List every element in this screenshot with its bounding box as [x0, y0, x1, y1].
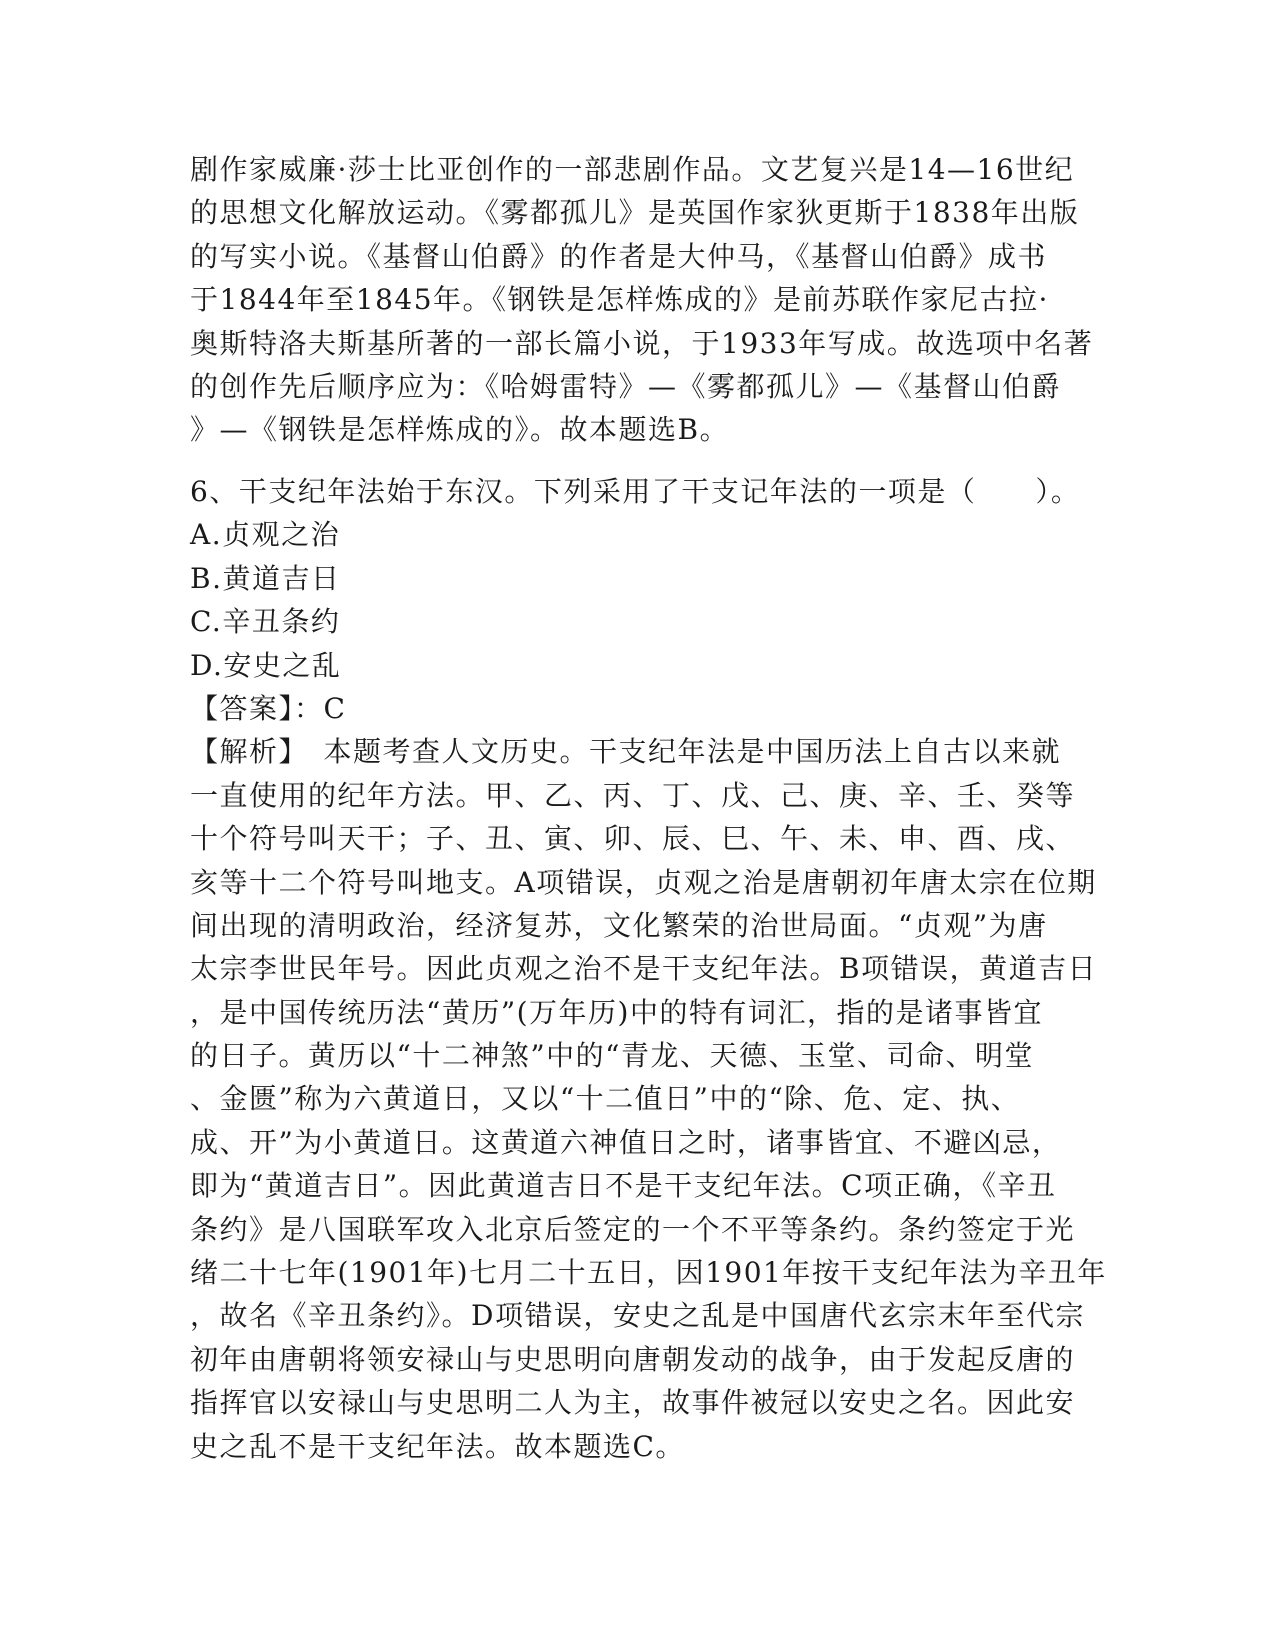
analysis-line: 亥等十二个符号叫地支。A项错误，贞观之治是唐朝初年唐太宗在位期: [190, 865, 1097, 899]
explanation-line: 的创作先后顺序应为：《哈姆雷特》—《雾都孤儿》—《基督山伯爵: [190, 369, 1062, 403]
analysis-line: 史之乱不是干支纪年法。故本题选C。: [190, 1429, 685, 1463]
answer-line: 【答案】：C: [190, 691, 347, 725]
explanation-line: 剧作家威廉·莎士比亚创作的一部悲剧作品。文艺复兴是14—16世纪: [190, 153, 1075, 186]
analysis-line: 条约》是八国联军攻入北京后签定的一个不平等条约。条约签定于光: [190, 1212, 1076, 1246]
analysis-line: ，故名《辛丑条约》。D项错误，安史之乱是中国唐代玄宗末年至代宗: [190, 1299, 1085, 1333]
explanation-line: 的思想文化解放运动。《雾都孤儿》是英国作家狄更斯于1838年出版: [190, 196, 1080, 230]
option-a: A.贞观之治: [190, 518, 341, 552]
question-stem: 6、干支纪年法始于东汉。下列采用了干支记年法的一项是（ ）。: [190, 475, 1081, 508]
question-block: [190, 470, 1107, 1468]
analysis-line: 间出现的清明政治，经济复苏，文化繁荣的治世局面。“贞观”为唐: [190, 908, 1048, 942]
analysis-line: 、金匮”称为六黄道日，又以“十二值日”中的“除、危、定、执、: [190, 1082, 1021, 1116]
analysis-line: 指挥官以安禄山与史思明二人为主，故事件被冠以安史之名。因此安: [190, 1386, 1076, 1420]
option-b: B.黄道吉日: [190, 561, 341, 595]
analysis-line: 即为“黄道吉日”。因此黄道吉日不是干支纪年法。C项正确，《辛丑: [190, 1169, 1057, 1203]
analysis-line: 一直使用的纪年方法。甲、乙、丙、丁、戊、己、庚、辛、壬、癸等: [190, 778, 1076, 812]
explanation-line: 》—《钢铁是怎样炼成的》。故本题选B。: [190, 413, 730, 447]
option-d: D.安史之乱: [190, 648, 342, 682]
explanation-line: 于1844年至1845年。《钢铁是怎样炼成的》是前苏联作家尼古拉·: [190, 283, 1049, 317]
analysis-line: 【解析】 本题考查人文历史。干支纪年法是中国历法上自古以来就: [190, 735, 1062, 769]
option-c: C.辛丑条约: [190, 605, 341, 639]
previous-explanation-continued: [190, 148, 1094, 452]
analysis-line: ，是中国传统历法“黄历”(万年历)中的特有词汇，指的是诸事皆宜: [190, 995, 1043, 1029]
analysis-line: 初年由唐朝将领安禄山与史思明向唐朝发动的战争，由于发起反唐的: [190, 1342, 1076, 1376]
explanation-line: 奥斯特洛夫斯基所著的一部长篇小说，于1933年写成。故选项中名著: [190, 326, 1094, 360]
analysis-line: 成、开”为小黄道日。这黄道六神值日之时，诸事皆宜、不避凶忌，: [190, 1125, 1062, 1159]
analysis-line: 太宗李世民年号。因此贞观之治不是干支纪年法。B项错误，黄道吉日: [190, 952, 1098, 986]
analysis-line: 绪二十七年(1901年)七月二十五日，因1901年按干支纪年法为辛丑年: [190, 1256, 1107, 1290]
explanation-line: 的写实小说。《基督山伯爵》的作者是大仲马，《基督山伯爵》成书: [190, 239, 1048, 273]
analysis-line: 的日子。黄历以“十二神煞”中的“青龙、天德、玉堂、司命、明堂: [190, 1039, 1034, 1073]
analysis-line: 十个符号叫天干；子、丑、寅、卯、辰、巳、午、未、申、酉、戌、: [190, 822, 1076, 856]
